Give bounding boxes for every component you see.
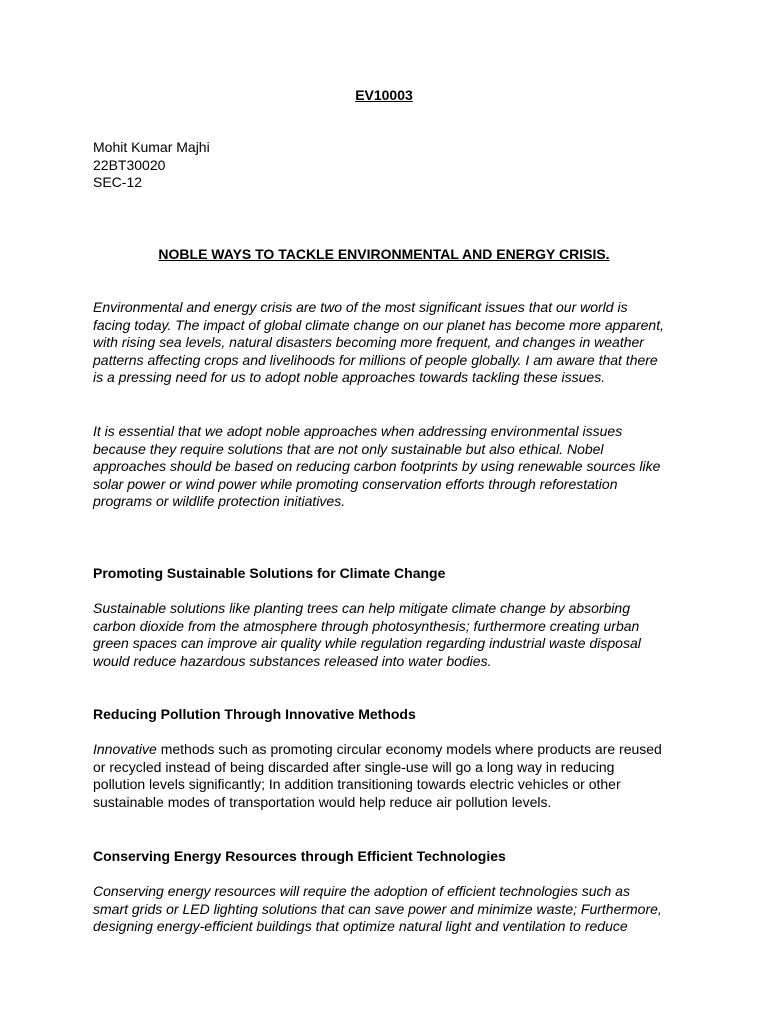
section-heading-energy: Conserving Energy Resources through Efficient Technologies — [93, 848, 506, 864]
author-block — [93, 139, 678, 192]
text-line: approaches should be based on reducing carbon footprints by using renewable sources like — [93, 458, 661, 475]
text-line: with rising sea levels, natural disasters becoming more frequent, and changes in weather — [93, 334, 644, 351]
text-fragment: methods such as promoting circular economy models where products are reused — [156, 741, 662, 757]
text-line: smart grids or LED lighting solutions that can save power and minimize waste; Furthermore, — [93, 900, 662, 917]
author-name: Mohit Kumar Majhi — [93, 139, 210, 155]
text-line: solar power or wind power while promoting conservation efforts through reforestation — [93, 475, 618, 492]
author-roll: 22BT30020 — [93, 156, 166, 173]
text-line: Environmental and energy crisis are two of the most significant issues that our world is — [93, 299, 628, 315]
text-line: green spaces can improve air quality while regulation regarding industrial waste disposal — [93, 635, 641, 652]
intro-paragraph-1 — [93, 299, 678, 387]
course-code: EV10003 — [355, 87, 413, 103]
text-line: or recycled instead of being discarded after single-use will go a long way in reducing — [93, 758, 615, 775]
document-title: NOBLE WAYS TO TACKLE ENVIRONMENTAL AND ENERGY CRISIS. — [158, 246, 610, 262]
author-section: SEC-12 — [93, 174, 143, 191]
text-line: facing today. The impact of global climate change on our planet has become more apparent, — [93, 316, 664, 333]
text-line: Conserving energy resources will require the adoption of efficient technologies such as — [93, 883, 630, 899]
section-heading-pollution: Reducing Pollution Through Innovative Methods — [93, 706, 416, 722]
emphasis-word: Innovative — [93, 741, 157, 757]
intro-paragraph-2 — [93, 423, 678, 511]
text-line: because they require solutions that are not only sustainable but also ethical. Nobel — [93, 440, 604, 457]
text-line: Sustainable solutions like planting trees can help mitigate climate change by absorbing — [93, 600, 630, 616]
section-heading-climate: Promoting Sustainable Solutions for Climate Change — [93, 565, 446, 581]
text-line — [93, 741, 678, 759]
text-line: programs or wildlife protection initiatives. — [93, 493, 346, 510]
section-body-energy — [93, 883, 678, 936]
text-line: is a pressing need for us to adopt noble approaches towards tackling these issues. — [93, 369, 606, 386]
text-line: It is essential that we adopt noble approaches when addressing environmental issues — [93, 423, 623, 439]
text-line: carbon dioxide from the atmosphere through photosynthesis; furthermore creating urban — [93, 617, 640, 634]
text-line: sustainable modes of transportation would help reduce air pollution levels. — [93, 793, 552, 810]
section-body-climate — [93, 600, 678, 670]
section-body-pollution — [93, 741, 678, 811]
text-line: would reduce hazardous substances released into water bodies. — [93, 652, 492, 669]
text-line: designing energy-efficient buildings that optimize natural light and ventilation to reduce — [93, 918, 628, 935]
text-line: pollution levels significantly; In addition transitioning towards electric vehicles or other — [93, 776, 621, 793]
text-line: patterns affecting crops and livelihoods for millions of people globally. I am aware that there — [93, 351, 658, 368]
